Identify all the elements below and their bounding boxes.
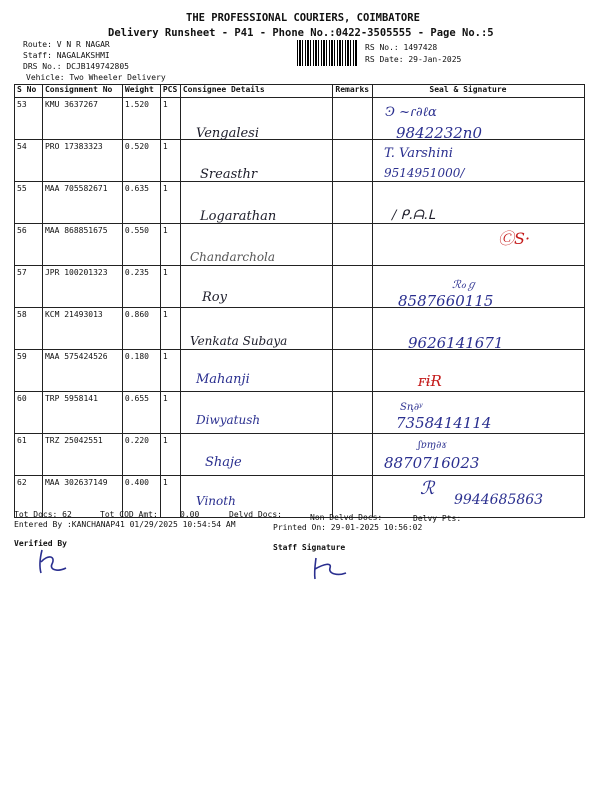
pcs: 1: [162, 436, 168, 445]
consignee-handwriting: Mahanji: [196, 372, 250, 387]
pcs: 1: [162, 394, 168, 403]
barcode: [297, 40, 357, 66]
stamp-mark: ⒸS·: [498, 229, 531, 248]
table-row: [15, 182, 585, 224]
signature-phone: 9944685863: [454, 492, 544, 508]
weight: 0.635: [124, 184, 149, 193]
signature-phone: 8587660115: [398, 292, 494, 310]
weight: 0.520: [124, 142, 149, 151]
consignee-handwriting: Chandarchola: [190, 250, 276, 264]
verified-by-label: Verified By: [14, 539, 67, 548]
route: Route: V N R NAGAR: [23, 40, 110, 49]
total-cod-label: Tot COD Amt:: [100, 510, 158, 519]
consignment-no: KCM 21493013: [44, 310, 103, 319]
consignee-handwriting: Venkata Subaya: [190, 334, 288, 348]
signature-phone: 8870716023: [384, 454, 480, 472]
runsheet-title: Delivery Runsheet - P41 - Phone No.:0422-3505555 - Page No.:5: [108, 27, 494, 39]
col-pcs: PCS: [160, 85, 180, 98]
weight: 0.655: [124, 394, 149, 403]
table-row: [15, 434, 585, 476]
consignee-handwriting: Roy: [202, 290, 227, 305]
weight: 0.400: [124, 478, 149, 487]
pcs: 1: [162, 478, 168, 487]
rs-date: RS Date: 29-Jan-2025: [365, 55, 462, 64]
consignee-handwriting: Diwyatush: [196, 413, 261, 427]
weight: 0.180: [124, 352, 149, 361]
rs-number: RS No.: 1497428: [365, 43, 438, 52]
weight: 0.220: [124, 436, 149, 445]
staff: Staff: NAGALAKSHMI: [23, 51, 110, 60]
total-docs: Tot Docs: 62: [14, 510, 72, 519]
pcs: 1: [162, 184, 168, 193]
pcs: 1: [162, 142, 168, 151]
delivered-docs: Delvd Docs:: [229, 510, 282, 519]
sno: 54: [17, 142, 27, 151]
sno: 55: [17, 184, 27, 193]
sno: 56: [17, 226, 27, 235]
table-row: [15, 392, 585, 434]
signature-mark: ʃɐɱ∂ɤ: [418, 440, 447, 451]
signature-mark: Sꞑ∂ʸ: [400, 402, 423, 413]
signature-phone: 9842232n0: [396, 124, 483, 142]
runsheet-table: [14, 84, 585, 518]
consignee-handwriting: Sreasthr: [200, 167, 258, 182]
sno: 61: [17, 436, 27, 445]
weight: 1.520: [124, 100, 149, 109]
table-row: [15, 98, 585, 140]
signature-mark: ꜰɨɌ: [418, 372, 442, 390]
signature-mark: Ͽ ~ɾ∂ℓα: [385, 105, 437, 120]
signature-mark: / ᑭ.ᗩ.ᒪ: [392, 208, 435, 223]
pcs: 1: [162, 268, 168, 277]
vehicle: Vehicle: Two Wheeler Delivery: [26, 73, 166, 82]
signature-phone: 9626141671: [408, 334, 504, 352]
consignment-no: TRP 5958141: [44, 394, 98, 403]
col-consignee: Consignee Details: [180, 85, 333, 98]
sno: 60: [17, 394, 27, 403]
consignment-no: MAA 868851675: [44, 226, 108, 235]
staff-signature: [310, 556, 350, 582]
weight: 0.235: [124, 268, 149, 277]
table-row: [15, 350, 585, 392]
consignment-no: MAA 705582671: [44, 184, 108, 193]
pcs: 1: [162, 310, 168, 319]
weight: 0.860: [124, 310, 149, 319]
consignee-handwriting: Logarathan: [200, 209, 277, 224]
pcs: 1: [162, 100, 168, 109]
sno: 53: [17, 100, 27, 109]
delivery-points: Delvy Pts:: [413, 514, 462, 523]
col-sno: S No: [15, 85, 43, 98]
printed-on: Printed On: 29-01-2025 10:56:02: [273, 523, 423, 532]
staff-signature-label: Staff Signature: [273, 543, 346, 552]
consignee-handwriting: Vengalesi: [196, 126, 260, 141]
consignee-handwriting: Shaje: [205, 455, 242, 470]
col-weight: Weight: [122, 85, 160, 98]
entered-by: Entered By :KANCHANAP41 01/29/2025 10:54:54 AM: [14, 520, 236, 529]
total-cod-amount: 0.00: [180, 510, 200, 519]
sno: 62: [17, 478, 27, 487]
drs-number: DRS No.: DCJB149742805: [23, 62, 129, 71]
table-row: [15, 266, 585, 308]
consignment-no: KMU 3637267: [44, 100, 98, 109]
company-name: THE PROFESSIONAL COURIERS, COIMBATORE: [186, 12, 420, 24]
consignment-no: TRZ 25042551: [44, 436, 103, 445]
signature-mark: ℛℴℊ: [452, 278, 477, 291]
col-signature: Seal & Signature: [373, 85, 585, 98]
verifier-signature: [36, 548, 70, 576]
consignment-no: MAA 302637149: [44, 478, 108, 487]
sno: 57: [17, 268, 27, 277]
signature-name: T. Varshini: [384, 146, 453, 161]
consignment-no: MAA 575424526: [44, 352, 108, 361]
pcs: 1: [162, 226, 168, 235]
sno: 58: [17, 310, 27, 319]
sno: 59: [17, 352, 27, 361]
weight: 0.550: [124, 226, 149, 235]
non-delivered-docs: Non Delvd Docs:: [310, 513, 383, 522]
col-consignment: Consignment No: [42, 85, 122, 98]
table-header: [15, 85, 585, 98]
consignment-no: PRO 17383323: [44, 142, 103, 151]
table-row: [15, 140, 585, 182]
signature-phone: 9514951000/: [384, 166, 465, 180]
consignee-handwriting: Vinoth: [196, 494, 236, 508]
col-remarks: Remarks: [333, 85, 373, 98]
consignment-no: JPR 100201323: [44, 268, 108, 277]
signature-phone: 7358414114: [396, 414, 492, 432]
signature-mark: ℛ: [420, 478, 435, 499]
pcs: 1: [162, 352, 168, 361]
